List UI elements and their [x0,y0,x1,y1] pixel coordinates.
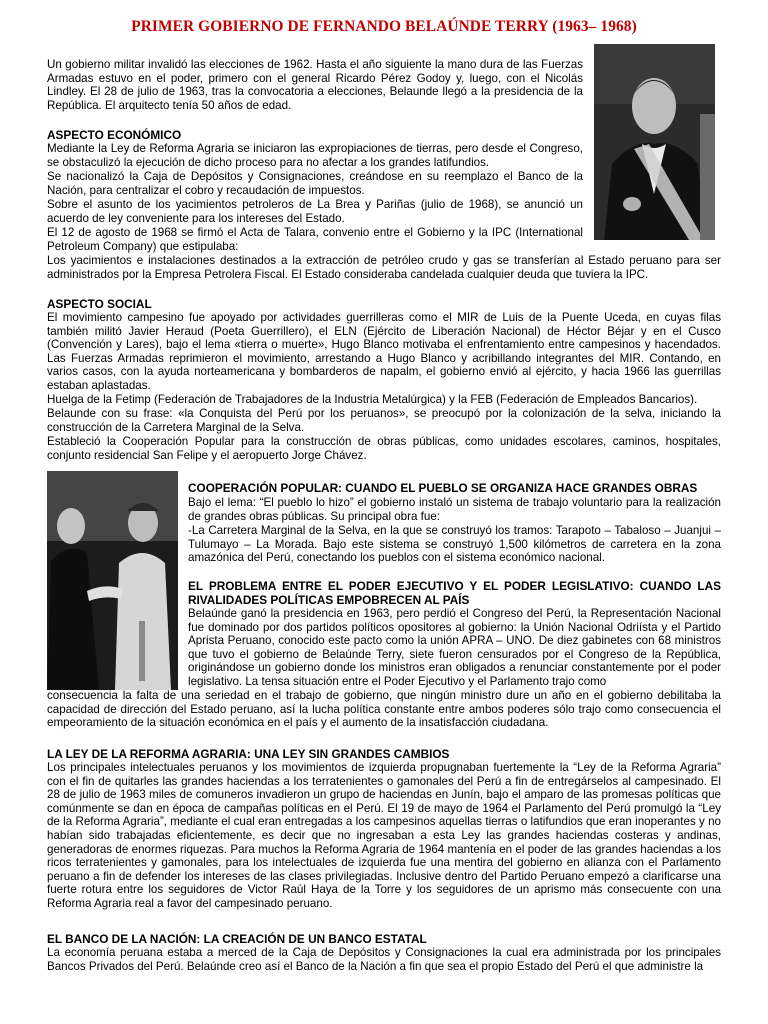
economic-paragraph-3: Sobre el asunto de los yacimientos petroleros de La Brea y Pariñas (julio de 1968), se anunció un acuerdo de ley conveniente para los intereses del Estado. [47,198,583,225]
cooperacion-popular-heading: COOPERACIÓN POPULAR: CUANDO EL PUEBLO SE ORGANIZA HACE GRANDES OBRAS [188,481,698,495]
banco-nacion-heading: EL BANCO DE LA NACIÓN: LA CREACIÓN DE UN BANCO ESTATAL [47,932,427,946]
social-aspect-heading: ASPECTO SOCIAL [47,297,152,311]
social-paragraph-3: Belaunde con su frase: «la Conquista del Perú por los peruanos», se preocupó por la colonización de la selva, iniciando la construcción de la Carretera Marginal de la Selva. [47,407,721,434]
reforma-agraria-paragraph: Los principales intelectuales peruanos y los movimientos de izquierda propugnaban fuertemente la “Ley de la Reforma Agraria” con el fin de quitarles las grandes haciendas a los terratenientes o gamonales del Perú a fin de entregárselos al campesinado. El 28 de julio de 1963 miles de comuneros invadieron un grupo de haciendas en Junín, bajo el amparo de las promesas políticas que comúnmente se dan en época de campañas políticas en el Perú. El 19 de mayo de 1964 el Parlamento del Perú promulgó la “Ley de la Reforma Agraria”, mediante el cual eran entregadas a los campesinos aquellas tierras o latifundios que eran inoperantes y no habían sido trabajadas eficientemente, es decir que no ingresaban a esta Ley las grandes haciendas costeras y andinas, generadoras de enormes riquezas. Para muchos la Reforma Agraria de 1964 mantenía en el poder de las grandes haciendas a los ricos terratenientes y gamonales, para los intelectuales de izquierda fue una mentira del gobierno en alianza con el Parlamento peruano a fin de defender los intereses de las clases privilegiadas. Inclusive dentro del Partido Peruano empezó a clarificarse una fuerte rotura entre los seguidores de Victor Raúl Haya de la Torre y los seguidores de un aprismo más consecuente con una Reforma Agraria real a favor del campesinado peruano. [47,761,721,910]
cooperacion-paragraph-1: Bajo el lema: “El pueblo lo hizo” el gobierno instaló un sistema de trabajo voluntario para la realización de grandes obras públicas. Su principal obra fue: [188,496,721,523]
ejecutivo-legislativo-heading: EL PROBLEMA ENTRE EL PODER EJECUTIVO Y EL PODER LEGISLATIVO: CUANDO LAS RIVALIDADES POLÍTICAS EMPOBRECEN AL PAÍS [188,579,721,607]
cooperacion-paragraph-2: -La Carretera Marginal de la Selva, en la que se construyó los tramos: Tarapoto – Tabaloso – Juanjui – Tulumayo – La Morada. Bajo este sistema se construyó 1,500 kilómetros de carretera en la zona amazónica del Perú, conectando los pueblos con el sistema económico nacional. [188,524,721,565]
handshake-photo [47,471,178,690]
social-paragraph-1: El movimiento campesino fue apoyado por actividades guerrilleras como el MIR de Luis de la Puente Uceda, en cuyas filas también militó Javier Heraud (Poeta Guerrillero), el ELN (Ejército de Liberación Nacional) de Héctor Béjar y en el Cusco (Convención y Lares), bajo el lema «tierra o muerte», Hugo Blanco motivaba el enfrentamiento entre campesinos y hacendados. Las Fuerzas Armadas reprimieron el movimiento, arrestando a Hugo Blanco y acribillando integrantes del MIR. Contando, en varios casos, con la ayuda norteamericana y bombarderos de napalm, el gobierno envió al ejército, y hacia 1966 las guerrillas estaban aplastadas. [47,311,721,392]
problema-paragraph-part-1: Belaúnde ganó la presidencia en 1963, pero perdió el Congreso del Perú, la Representación Nacional fue dominado por dos partidos políticos opositores al gobierno: la Unión Nacional Odriísta y el Partido Aprista Peruano, conocido este pacto como la unión APRA – UNO. De diez gabinetes con 68 ministros que tuvo el gobierno de Belaúnde Terry, siete fueron censurados por el Congreso de la República, originándose un gobierno donde los ministros eran obligados a renunciar constantemente por el poder legislativo. La tensa situación entre el Poder Ejecutivo y el Parlamento trajo como [188,607,721,688]
belaunde-portrait-photo [594,44,715,240]
intro-paragraph: Un gobierno militar invalidó las elecciones de 1962. Hasta el año siguiente la mano dura de las Fuerzas Armadas estuvo en el poder, primero con el general Ricardo Pérez Godoy y, luego, con el Nicolás Lindley. El 28 de julio de 1963, tras la convocatoria a elecciones, Belaunde llegó a la presidencia de la República. El arquitecto tenía 50 años de edad. [47,58,583,112]
social-paragraph-2: Huelga de la Fetimp (Federación de Trabajadores de la Industria Metalúrgica) y la FEB (Federación de Empleados Bancarios). [47,393,698,406]
page-title: PRIMER GOBIERNO DE FERNANDO BELAÚNDE TERRY (1963– 1968) [131,18,637,35]
economic-paragraph-5: Los yacimientos e instalaciones destinados a la extracción de petróleo crudo y gas se transferían al Estado peruano para ser administrados por la Empresa Petrolera Fiscal. El Estado consideraba candelada cualquier deuda que tuviera la IPC. [47,254,721,281]
banco-nacion-paragraph: La economía peruana estaba a merced de la Caja de Depósitos y Consignaciones la cual era administrada por los principales Bancos Privados del Perú. Belaúnde creo así el Banco de la Nación a fin que sea el propio Estado del Perú el que administre la [47,946,721,973]
reforma-agraria-heading: LA LEY DE LA REFORMA AGRARIA: UNA LEY SIN GRANDES CAMBIOS [47,747,450,761]
economic-paragraph-2: Se nacionalizó la Caja de Depósitos y Consignaciones, creándose en su reemplazo el Banco de la Nación, para centralizar el cobro y recaudación de impuestos. [47,170,583,197]
economic-paragraph-4: El 12 de agosto de 1968 se firmó el Acta de Talara, convenio entre el Gobierno y la IPC (International Petroleum Company) que estipulaba: [47,226,583,253]
problema-paragraph-part-2: consecuencia la falta de una seriedad en el trabajo de gobierno, que ningún ministro dure un año en el gobierno debilitaba la capacidad de dirección del Estado peruano, así la lucha política constante entre ambos poderes sólo trajo como consecuencia el empeoramiento de la situación económica en el país y el aumento de la insatisfacción ciudadana. [47,689,721,730]
economic-paragraph-1: Mediante la Ley de Reforma Agraria se iniciaron las expropiaciones de tierras, pero desde el Congreso, se obstaculizó la ejecución de dicho proceso para no afectar a los grandes latifundios. [47,142,583,169]
social-paragraph-4: Estableció la Cooperación Popular para la construcción de obras públicas, como unidades escolares, caminos, hospitales, conjunto residencial San Felipe y el aeropuerto Jorge Chávez. [47,435,721,462]
economic-aspect-heading: ASPECTO ECONÓMICO [47,128,182,142]
